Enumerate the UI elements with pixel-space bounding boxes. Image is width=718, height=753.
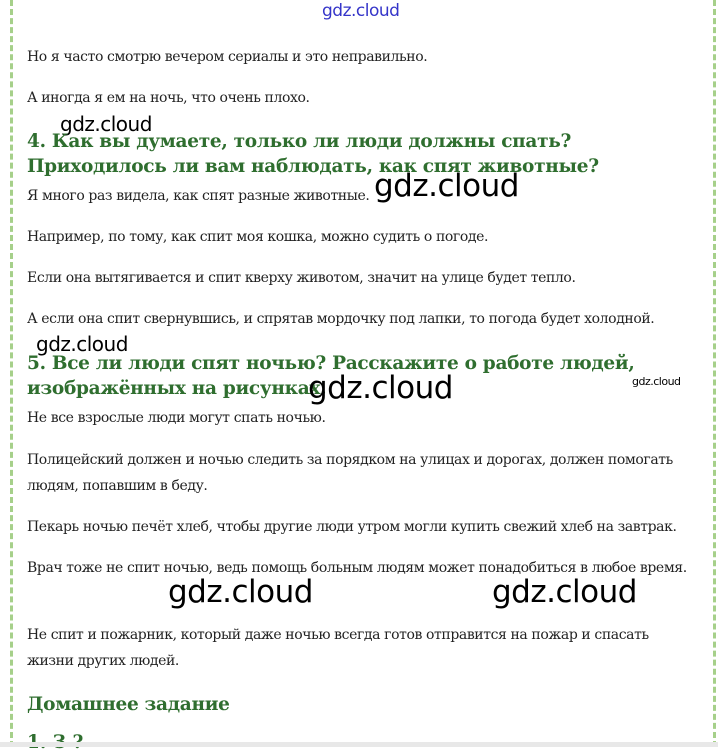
paragraph: Пекарь ночью печёт хлеб, чтобы другие люди утром могли купить свежий хлеб на завтрак.: [27, 519, 677, 535]
question-4-heading: 4. Как вы думаете, только ли люди должны спать? Приходилось ли вам наблюдать, как спят животные?: [27, 131, 599, 177]
paragraph: Не все взрослые люди могут спать ночью.: [27, 410, 326, 426]
paragraph: Но я часто смотрю вечером сериалы и это неправильно.: [27, 49, 428, 65]
watermark: gdz.cloud: [36, 332, 128, 356]
watermark: gdz.cloud: [492, 574, 637, 610]
watermark: gdz.cloud: [632, 375, 681, 388]
paragraph: Я много раз видела, как спят разные животные.: [27, 188, 370, 204]
question-5-heading: 5. Все ли люди спят ночью? Расскажите о работе людей, изображённых на рисунках.: [27, 353, 635, 399]
homework-heading: Домашнее задание: [27, 694, 230, 715]
paragraph: Врач тоже не спит ночью, ведь помощь больным людям может понадобиться в любое время.: [27, 560, 687, 576]
paragraph: А если она спит свернувшись, и спрятав мордочку под лапки, то погода будет холодной.: [27, 311, 655, 327]
paragraph: Полицейский должен и ночью следить за порядком на улицах и дорогах, должен помогать людям, попавшим в беду.: [27, 452, 673, 494]
paragraph: Например, по тому, как спит моя кошка, можно судить о погоде.: [27, 229, 489, 245]
paragraph: Не спит и пожарник, который даже ночью всегда готов отправится на пожар и спасать жизни других людей.: [27, 627, 649, 669]
bottom-edge: [0, 742, 718, 747]
top-watermark: gdz.cloud: [322, 1, 400, 21]
paragraph: Если она вытягивается и спит кверху животом, значит на улице будет тепло.: [27, 270, 576, 286]
watermark: gdz.cloud: [374, 168, 519, 204]
paragraph: А иногда я ем на ночь, что очень плохо.: [27, 90, 310, 106]
watermark: gdz.cloud: [308, 370, 453, 406]
watermark: gdz.cloud: [60, 112, 152, 136]
watermark: gdz.cloud: [168, 574, 313, 610]
